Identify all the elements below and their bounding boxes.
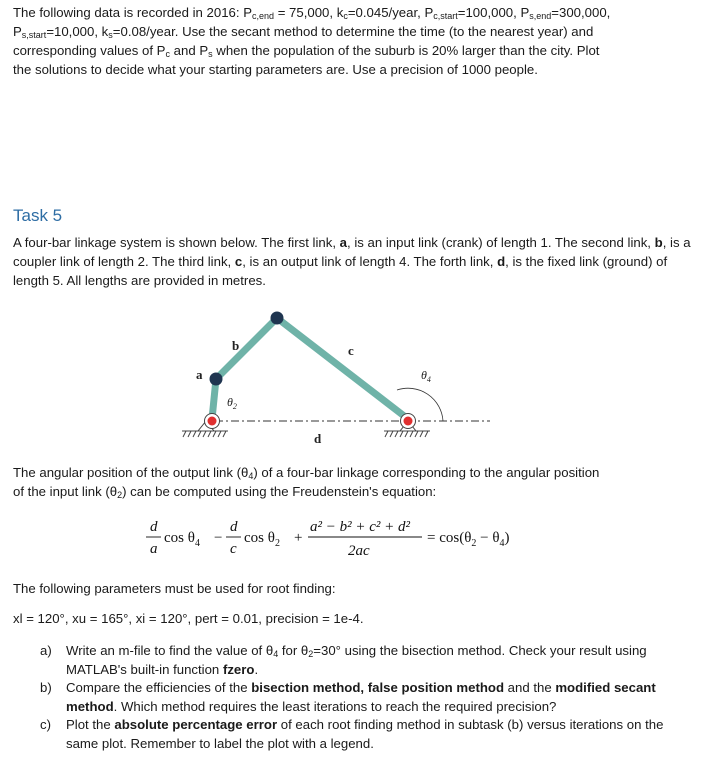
freudenstein-line-1: The angular position of the output link $(\theta_4)$ of a four-bar linkage corresponding to the angular position — [13, 465, 600, 481]
question-text: Write an m-file to find the value of $\theta_4$ for $\theta_2=30^\circ$ using the bisection method. Check your result using MATLAB's built-in function fzero. — [66, 643, 647, 677]
cos-theta4: $\cos \theta_4$ — [164, 530, 200, 549]
label-theta4: $\theta_4$ — [421, 368, 431, 384]
question-label: a) — [40, 643, 52, 658]
question-list — [40, 642, 680, 753]
task-title: Task 5 — [13, 206, 63, 225]
frac2-num: d — [230, 519, 238, 535]
params-heading: The following parameters must be used for root finding: — [13, 581, 336, 596]
question-label: c) — [40, 717, 51, 732]
four-bar-linkage-diagram — [170, 300, 500, 450]
minus-sign: − — [214, 530, 223, 546]
question-c — [40, 716, 680, 753]
question-b — [40, 679, 680, 716]
label-a: a — [196, 367, 203, 382]
label-theta2: $\theta_2$ — [227, 395, 237, 411]
intro-line-1: The following data is recorded in 2016: $P_{c,end} = 75,000$, $k_c=0.045$/year, $P_{c,start}=100,000$, $P_{s,end}=300,000$, — [13, 5, 611, 21]
link-b — [216, 318, 277, 379]
question-label: b) — [40, 680, 52, 695]
joint-ab — [210, 373, 223, 386]
intro-line-3: corresponding values of $P_c$ and $P_s$ when the population of the suburb is 20% larger than the city. Plot — [13, 43, 600, 59]
frac1-num: d — [150, 519, 158, 535]
intro-line-2: $P_{s,start}=10,000$, $k_s=0.08$/year. Use the secant method to determine the time (to the nearest year) and — [13, 24, 594, 40]
frac3-den: 2ac — [348, 543, 370, 559]
task-description: A four-bar linkage system is shown below. The first link, a, is an input link (crank) of length 1. The second link, b, is a coupler link of length 2. The third link, c, is an output link of length 4. The forth link, d, is the fixed link (ground) of length 5. All lengths are provided in metres. — [13, 235, 691, 288]
pivot-left — [205, 414, 220, 429]
params-values: xl = 120°, xu = 165°, xi = 120°, pert = 0.01, precision = 1e-4. — [13, 611, 364, 626]
intro-line-4: the solutions to decide what your starting parameters are. Use a precision of 1000 people. — [13, 62, 538, 77]
question-text: Plot the absolute percentage error of each root finding method in subtask (b) versus iterations on the same plot. Remember to label the plot with a legend. — [66, 717, 664, 751]
question-text: Compare the efficiencies of the bisection method, false position method and the modified secant method. Which method requires the least iterations to reach the required precision? — [66, 680, 656, 714]
freudenstein-line-2: of the input link $(\theta_2)$ can be computed using the Freudenstein's equation: — [13, 484, 437, 500]
label-d: d — [314, 431, 322, 446]
pivot-right — [401, 414, 416, 429]
frac3-num: a² − b² + c² + d² — [310, 519, 411, 535]
label-c: c — [348, 343, 354, 358]
frac2-den: c — [230, 541, 237, 557]
frac1-den: a — [150, 541, 158, 557]
rhs: = $\cos(\theta_2 - \theta_4)$ — [427, 530, 510, 549]
question-a — [40, 642, 680, 679]
cos-theta2: $\cos \theta_2$ — [244, 530, 280, 549]
label-b: b — [232, 338, 240, 353]
link-c — [277, 318, 408, 419]
joint-bc — [271, 312, 284, 325]
freudenstein-equation — [140, 515, 560, 570]
freudenstein-paragraph — [13, 463, 703, 501]
plus-sign: + — [294, 530, 303, 546]
intro-paragraph — [13, 3, 703, 79]
